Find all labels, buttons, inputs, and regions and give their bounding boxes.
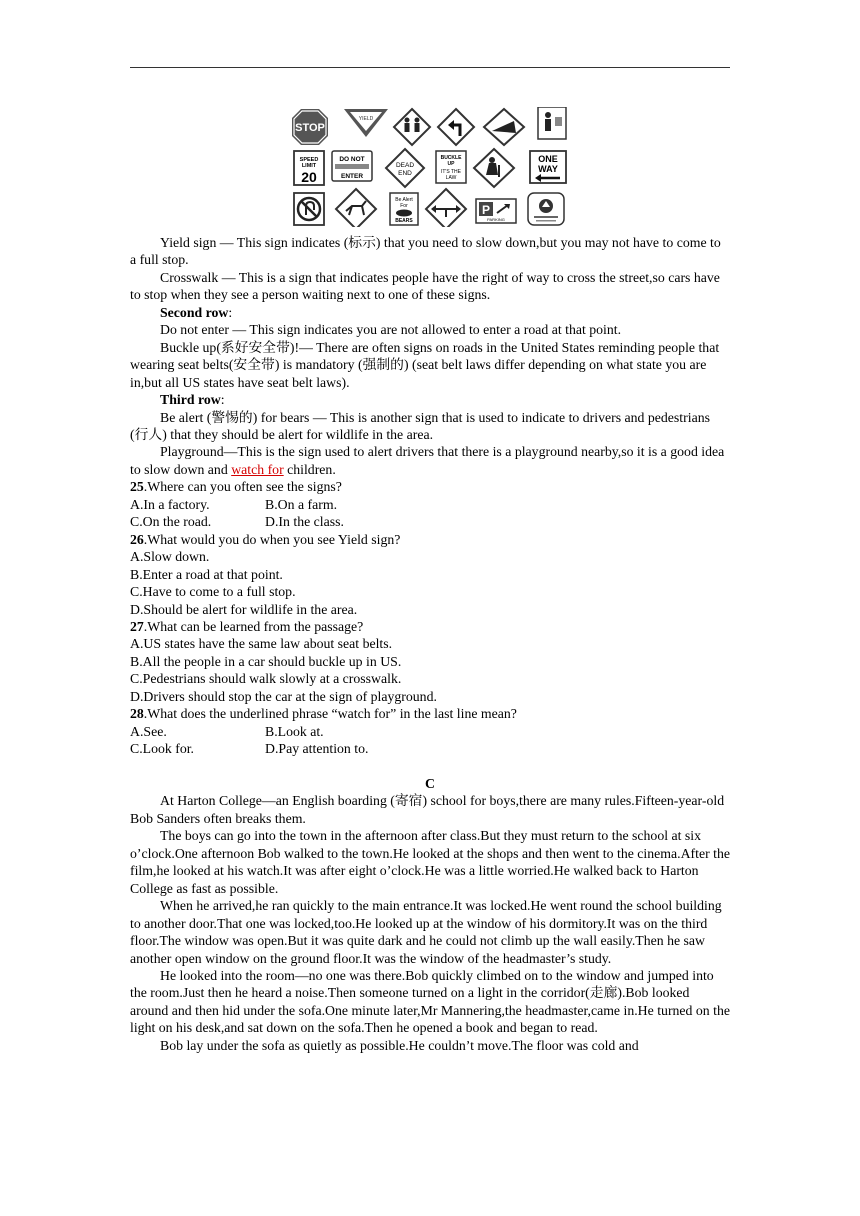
heading-second-row: Second row: [160,304,233,320]
option-c: C.On the road. [130,514,212,530]
question-number: 27 [130,618,144,634]
sign-dead-text: DEAD [395,162,415,169]
paragraph-crosswalk: Crosswalk — This is a sign that indicates people have the right of way to cross the street,so cars have to stop when they see a person waiting next to one of these signs. [130,269,720,303]
option-b: B.All the people in a car should buckle up in US. [130,653,402,669]
option-d: D.Pay attention to. [265,741,369,757]
option-c: C.Have to come to a full stop. [130,584,296,600]
pedestrian-sign-icon [538,107,566,139]
sign-do-not-text: DO NOT [339,156,365,163]
option-d: D.Drivers should stop the car at the sign of playground. [130,688,437,704]
sign-stop-text: STOP [295,122,325,134]
passage-c-paragraph-4: He looked into the room—no one was there.Bob quickly climbed on to the window and jumped into the room.Just then he heard a noise.Then someone turned on a light in the corridor(走廊).Bob looked around and then hid under the sofa.One minute later,Mr Mannering,the headmaster,came in.He turned on the light on his desk,and sat down on the sofa.Then he opened a book and began to read. [130,968,731,1036]
header-rule [130,67,730,68]
sign-yield-text: YIELD [358,116,374,122]
sign-be-alert-text: Be Alert [395,197,413,203]
sign-speed-limit-text: SPEED [299,157,319,163]
do-not-enter-sign-icon [332,151,372,181]
stop-sign-icon [292,109,328,145]
second-row-label: Second row [160,304,229,320]
playground-text-b: children. [283,461,336,477]
hurricane-route-sign-icon [528,193,564,225]
hill-sign-icon [484,109,524,145]
sign-enter-text: ENTER [340,173,364,180]
option-a: A.In a factory. [130,496,210,512]
svg-text:BEARS: BEARS [395,218,413,224]
underlined-phrase-watch-for: watch for [231,461,284,477]
option-a: A.Slow down. [130,549,210,565]
bear-alert-sign-icon [390,193,418,225]
passage-c-paragraph-2: The boys can go into the town in the afternoon after class.But they must return to the school at six o’clock.One afternoon Bob walked to the town.He looked at the shops and then went to the cinema.After the film,he looked at his watch.It was after eight o’clock.He was a little worried.He walked back to Harton College as fast as possible. [130,828,730,896]
crosswalk-sign-icon [394,109,430,145]
paragraph-do-not-enter: Do not enter — This sign indicates you are not allowed to enter a road at that point. [160,322,622,338]
yield-sign-icon [344,109,388,137]
question-27 [130,618,730,635]
option-d: D.In the class. [265,514,344,530]
options-row [130,513,730,530]
paragraph-playground [130,443,730,478]
sign-one-text: ONE [538,154,558,164]
question-number: 26 [130,531,144,547]
turn-left-sign-icon [438,109,474,145]
sign-buckle-up-text: BUCKLE [440,155,462,161]
question-number: 25 [130,479,144,495]
question-text: .Where can you often see the signs? [143,479,342,495]
buckle-up-sign-icon [436,151,466,183]
passage-c-paragraph-5: Bob lay under the sofa as quietly as possible.He couldn’t move.The floor was cold and [160,1037,639,1053]
question-text: .What does the underlined phrase “watch for” in the last line mean? [143,706,517,722]
heading-third-row: Third row: [160,392,225,408]
svg-text:LIMIT: LIMIT [301,163,317,169]
svg-text:IT'S THE: IT'S THE [440,169,462,175]
question-number: 28 [130,706,144,722]
svg-text:LAW: LAW [445,175,457,181]
merge-sign-icon [426,189,466,227]
options-row [130,723,730,740]
paragraph-buckle-up: Buckle up(系好安全带)!— There are often signs on roads in the United States reminding people that wearing seat belts(安全带) is mandatory (强制的) (seat belt laws differ depending on what state you are in,but all US states have seat belt laws). [130,339,720,390]
option-b: B.On a farm. [265,496,338,512]
svg-text:P: P [481,203,491,217]
svg-text:For: For [400,203,408,209]
svg-text:20: 20 [301,169,317,185]
document-body [130,234,730,1054]
road-work-sign-icon [474,149,514,187]
dead-end-sign-icon [386,149,424,187]
traffic-signs-figure [292,107,572,227]
speed-limit-sign-icon [294,151,324,185]
option-a: A.See. [130,723,167,739]
sign-way-text: WAY [538,164,558,174]
passage-c-paragraph-3: When he arrived,he ran quickly to the main entrance.It was locked.He went round the school building to another door.That one was locked,too.He looked up at the window of his dormitory.It was on the third floor.The window was open.But it was quite dark and he could not climb up the wall easily.Then he saw another open window on the ground floor.It was the window of the headmaster’s study. [130,898,722,966]
third-row-label: Third row [160,392,221,408]
spacer [130,758,730,775]
paragraph-bears: Be alert (警惕的) for bears — This is another sign that is used to indicate to drivers and pedestrians (行人) that they should be alert for wildlife in the area. [130,409,710,442]
option-b: B.Enter a road at that point. [130,566,283,582]
option-d: D.Should be alert for wildlife in the area. [130,601,358,617]
question-text: .What would you do when you see Yield sign? [143,531,401,547]
option-b: B.Look at. [265,723,324,739]
question-28 [130,705,730,722]
question-26 [130,531,730,548]
svg-text:UP: UP [447,161,455,167]
sign-parking-text: PARKING [487,217,505,222]
no-u-turn-sign-icon [294,193,324,225]
deer-crossing-sign-icon [336,189,376,227]
options-row [130,740,730,757]
paragraph-yield: Yield sign — This sign indicates (标示) that you need to slow down,but you may not have to come to a full stop. [130,235,721,268]
option-c: C.Look for. [130,741,194,757]
passage-c-paragraph-1: At Harton College—an English boarding (寄宿) school for boys,there are many rules.Fifteen-year-old Bob Sanders often breaks them. [130,793,725,826]
parking-sign-icon [476,199,516,223]
option-c: C.Pedestrians should walk slowly at a crosswalk. [130,671,402,687]
playground-text-a: Playground—This is the sign used to alert drivers that there is a playground nearby,so it is a good idea to slow down and [130,444,725,477]
options-row [130,496,730,513]
question-text: .What can be learned from the passage? [143,618,364,634]
one-way-sign-icon [530,151,566,183]
question-25 [130,478,730,495]
sign-end-text: END [398,170,412,177]
section-heading-c: C [425,776,435,792]
option-a: A.US states have the same law about seat belts. [130,636,393,652]
